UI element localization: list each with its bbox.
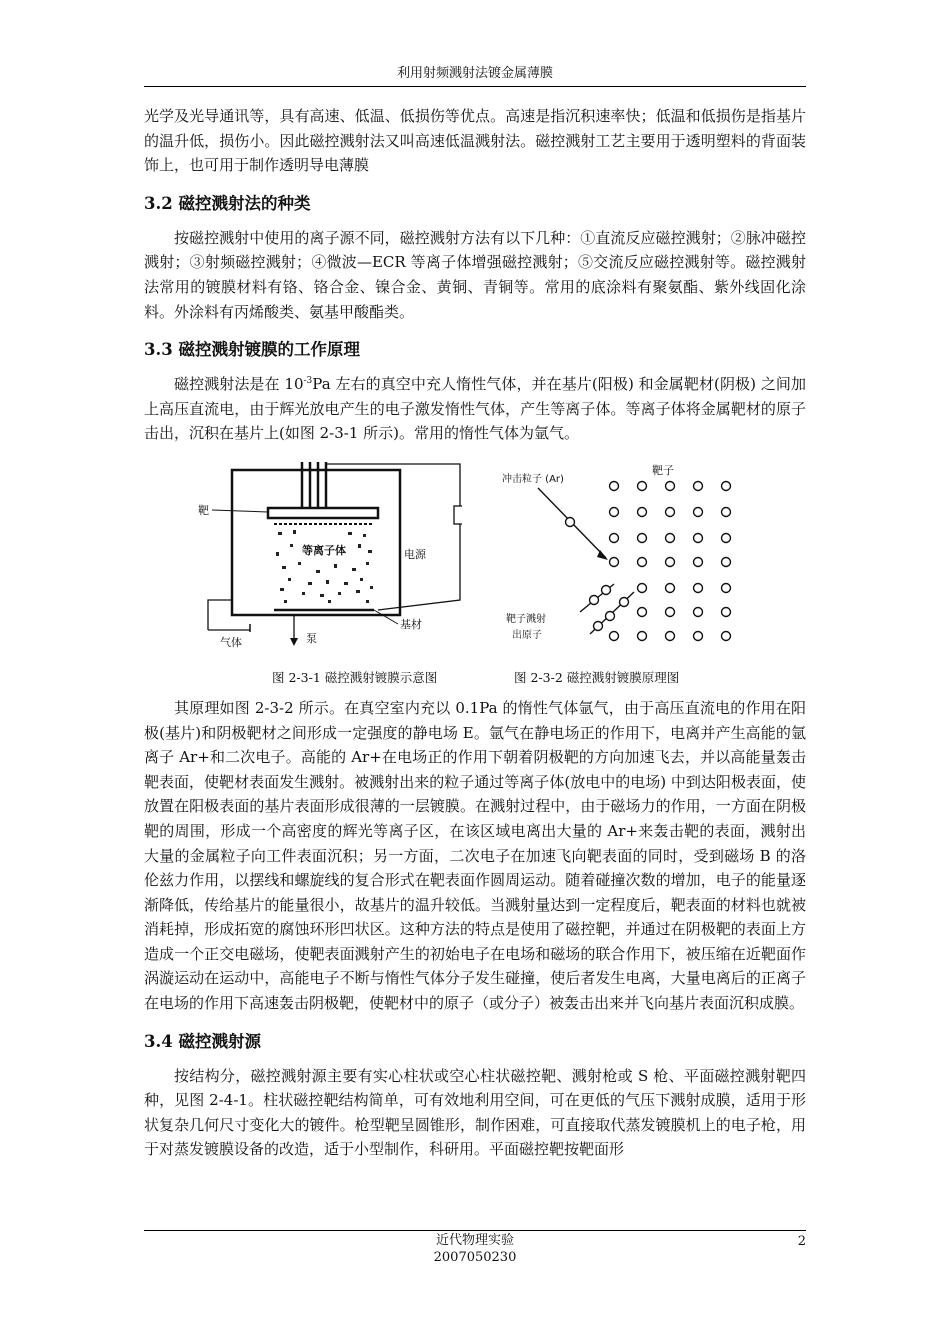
header-rule xyxy=(144,86,806,87)
document-body xyxy=(144,104,806,1162)
principle-text-a: 磁控溅射法是在 10 xyxy=(174,375,304,394)
fig1-label-target: 靶 xyxy=(198,503,209,517)
fig2-label-target: 靶子 xyxy=(652,463,674,477)
footer-rule xyxy=(144,1230,806,1231)
footer-student-id: 2007050230 xyxy=(433,1250,517,1265)
paragraph-principle xyxy=(144,372,806,446)
figure-caption-2-3-2: 图 2-3-2 磁控溅射镀膜原理图 xyxy=(514,669,680,685)
paragraph-detailed-principle: 其原理如图 2-3-2 所示。在真空室内充以 0.1Pa 的惰性气体氩气，由于高压直流电的作用在阳极(基片)和阴极靶材之间形成一定强度的静电场 E。氩气在静电场正的作用下，电离并产生高能的氩离子 Ar+和二次电子。高能的 Ar+在电场正的作用下朝着阴极靶的方向加速飞去，并以高能量轰击靶表面，使靶材表面发生溅射。被溅射出来的粒子通过等离子体(放电中的电场) 中到达阳极表面，使放置在阳极表面的基片表面形成很薄的一层镀膜。在溅射过程中，由于磁场力的作用，一方面在阴极靶的周围，形成一个高密度的辉光等离子区，在该区域电离出大量的 Ar+来轰击靶的表面，溅射出大量的金属粒子向工件表面沉积；另一方面，二次电子在加速飞向靶表面的同时，受到磁场 B 的洛伦兹力作用，以摆线和螺旋线的复合形式在靶表面作圆周运动。随着碰撞次数的增加，电子的能量逐渐降低，传给基片的能量很小，故基片的温升较低。当溅射量达到一定程度后，靶表面的材料也就被消耗掉，形成拓宽的腐蚀环形凹状区。这种方法的特点是使用了磁控靶，并通过在阴极靶的表面上方造成一个正交电磁场，使靶表面溅射产生的初始电子在电场和磁场的联合作用下，被压缩在近靶面作涡漩运动在运动中，高能电子不断与惰性气体分子发生碰撞，使后者发生电离，大量电离后的正离子在电场的作用下高速轰击阴极靶，使靶材中的原子（或分子）被轰击出来并飞向基片表面沉积成膜。 xyxy=(144,698,806,1013)
figure-row xyxy=(144,456,806,696)
section-heading-3-4: 3.4 磁控溅射源 xyxy=(144,1031,261,1051)
fig2-label-sputtered-2: 出原子 xyxy=(512,629,542,641)
plasma-particles xyxy=(276,530,373,603)
running-footer xyxy=(144,1232,806,1266)
principle-text-b: Pa 左右的真空中充人惰性气体，并在基片(阳极) 和金属靶材(阴极) 之间加上高压直流电，由于辉光放电产生的电子激发惰性气体，产生等离子体。等离子体将金属靶材的原子击出，沉积在基片上(如图 2-3-1 所示)。常用的惰性气体为氩气。 xyxy=(144,375,806,443)
section-heading-3-3: 3.3 磁控溅射镀膜的工作原理 xyxy=(144,340,360,360)
fig1-label-plasma: 等离子体 xyxy=(302,543,346,557)
paragraph-sources: 按结构分，磁控溅射源主要有实心柱状或空心柱状磁控靶、溅射枪或 S 枪、平面磁控溅射靶四种，见图 2-4-1。柱状磁控靶结构简单，可有效地利用空间，可在更低的气压下溅射成膜，适用于形状复杂几何尺寸变化大的镀件。枪型靶呈圆锥形，制作困难，可直接取代蒸发镀膜机上的电子枪，用于对蒸发镀膜设备的改造，适于小型制作，科研用。平面磁控靶按靶面形 xyxy=(144,1066,806,1159)
fig1-label-substrate: 基材 xyxy=(400,617,422,631)
fig2-label-sputtered-1: 靶子溅射 xyxy=(506,613,546,625)
fig1-label-gas: 气体 xyxy=(220,635,242,648)
pressure-exponent: -3 xyxy=(303,376,313,387)
figure-sputtering-principle xyxy=(502,462,758,648)
figure-caption-2-3-1: 图 2-3-1 磁控溅射镀膜示意图 xyxy=(272,669,438,685)
ejected-atoms xyxy=(580,584,634,634)
running-header: 利用射频溅射法镀金属薄膜 xyxy=(396,66,553,81)
section-heading-3-2: 3.2 磁控溅射法的种类 xyxy=(144,193,311,213)
page-number: 2 xyxy=(797,1234,806,1249)
paragraph-types: 按磁控溅射中使用的离子源不同，磁控溅射方法有以下几种：①直流反应磁控溅射；②脉冲磁控溅射；③射频磁控溅射；④微波—ECR 等离子体增强磁控溅射；⑤交流反应磁控溅射等。磁控溅射法常用的镀膜材料有铬、铬合金、镍合金、黄铜、青铜等。常用的底涂料有聚氨酯、紫外线固化涂料。外涂料有丙烯酸类、氨基甲酸酯类。 xyxy=(144,228,806,321)
paragraph-intro-continuation: 光学及光导通讯等，具有高速、低温、低损伤等优点。高速是指沉积速率快；低温和低损伤是指基片的温升低，损伤小。因此磁控溅射法又叫高速低温溅射法。磁控溅射工艺主要用于透明塑料的背面装饰上，也可用于制作透明导电薄膜 xyxy=(144,107,806,175)
footer-course: 近代物理实验 xyxy=(435,1233,514,1248)
target-atom-lattice xyxy=(610,481,731,640)
fig1-label-power: 电源 xyxy=(404,547,426,561)
fig2-label-incident: 冲击粒子 (Ar) xyxy=(502,473,564,485)
fig1-label-pump: 泵 xyxy=(306,631,317,645)
figure-sputtering-schematic xyxy=(198,462,462,648)
